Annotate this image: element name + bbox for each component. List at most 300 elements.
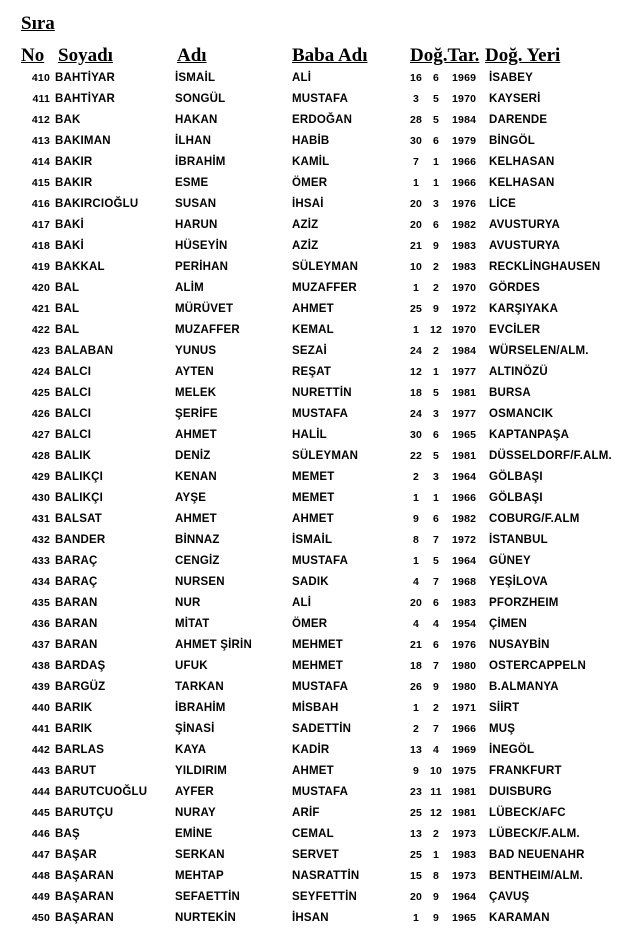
- record-surname: BAK: [55, 114, 81, 126]
- record-no: 417: [31, 219, 50, 231]
- record-surname: BARAN: [55, 618, 98, 630]
- record-no: 444: [31, 786, 50, 798]
- record-surname: BARAÇ: [55, 576, 98, 588]
- table-row: [0, 782, 630, 803]
- record-no: 433: [31, 555, 50, 567]
- table-row: [0, 425, 630, 446]
- record-birth-month: 3: [432, 198, 440, 210]
- record-first-name: SONGÜL: [175, 93, 226, 105]
- record-father-name: AHMET: [292, 513, 334, 525]
- record-father-name: NURETTİN: [292, 387, 352, 399]
- record-surname: BAKİ: [55, 240, 84, 252]
- table-row: [0, 467, 630, 488]
- record-surname: BALIKÇI: [55, 492, 104, 504]
- record-birth-place: ÇAVUŞ: [489, 891, 530, 903]
- record-birth-year: 1972: [452, 534, 477, 546]
- table-row: [0, 278, 630, 299]
- record-birth-place: RECKLİNGHAUSEN: [489, 261, 601, 273]
- record-first-name: SERKAN: [175, 849, 225, 861]
- table-row: [0, 761, 630, 782]
- table-row: [0, 677, 630, 698]
- record-no: 450: [31, 912, 50, 924]
- record-father-name: ARİF: [292, 807, 320, 819]
- table-row: [0, 908, 630, 929]
- record-father-name: KAMİL: [292, 156, 330, 168]
- record-birth-month: 1: [432, 849, 440, 861]
- record-first-name: HÜSEYİN: [175, 240, 228, 252]
- record-no: 434: [31, 576, 50, 588]
- record-birth-month: 2: [432, 702, 440, 714]
- record-birth-place: DUISBURG: [489, 786, 552, 798]
- record-birth-year: 1975: [452, 765, 477, 777]
- table-row: [0, 131, 630, 152]
- record-birth-place: KELHASAN: [489, 156, 555, 168]
- record-father-name: ALİ: [292, 597, 312, 609]
- record-surname: BAKIR: [55, 177, 93, 189]
- record-no: 415: [31, 177, 50, 189]
- table-row: [0, 404, 630, 425]
- record-birth-place: AVUSTURYA: [489, 219, 561, 231]
- record-no: 418: [31, 240, 50, 252]
- record-birth-month: 7: [432, 660, 440, 672]
- record-birth-year: 1981: [452, 387, 477, 399]
- record-father-name: REŞAT: [292, 366, 332, 378]
- record-first-name: AYTEN: [175, 366, 214, 378]
- record-father-name: MUSTAFA: [292, 408, 349, 420]
- record-first-name: PERİHAN: [175, 261, 229, 273]
- record-birth-year: 1973: [452, 870, 477, 882]
- record-birth-day: 18: [409, 660, 423, 672]
- record-no: 435: [31, 597, 50, 609]
- record-birth-month: 1: [432, 156, 440, 168]
- record-father-name: SÜLEYMAN: [292, 261, 359, 273]
- record-no: 431: [31, 513, 50, 525]
- record-first-name: KENAN: [175, 471, 217, 483]
- record-birth-month: 9: [432, 303, 440, 315]
- column-header-adi: Adı: [177, 45, 207, 66]
- record-birth-day: 4: [412, 618, 420, 630]
- record-no: 419: [31, 261, 50, 273]
- record-birth-year: 1977: [452, 408, 477, 420]
- record-surname: BALCI: [55, 408, 92, 420]
- record-no: 421: [31, 303, 50, 315]
- record-birth-year: 1971: [452, 702, 477, 714]
- record-father-name: MUSTAFA: [292, 93, 349, 105]
- record-birth-place: B.ALMANYA: [489, 681, 559, 693]
- record-birth-day: 1: [412, 282, 420, 294]
- record-surname: BAŞAR: [55, 849, 97, 861]
- record-father-name: KEMAL: [292, 324, 334, 336]
- record-birth-month: 4: [432, 744, 440, 756]
- record-birth-day: 21: [409, 639, 423, 651]
- record-first-name: UFUK: [175, 660, 208, 672]
- record-first-name: KAYA: [175, 744, 207, 756]
- record-no: 420: [31, 282, 50, 294]
- record-birth-place: GÜNEY: [489, 555, 531, 567]
- record-birth-month: 5: [432, 93, 440, 105]
- record-no: 422: [31, 324, 50, 336]
- record-first-name: EMİNE: [175, 828, 213, 840]
- record-no: 445: [31, 807, 50, 819]
- record-birth-day: 8: [412, 534, 420, 546]
- record-birth-year: 1973: [452, 828, 477, 840]
- record-first-name: YUNUS: [175, 345, 217, 357]
- record-first-name: MİTAT: [175, 618, 210, 630]
- record-no: 411: [32, 93, 50, 105]
- table-row: [0, 866, 630, 887]
- record-birth-place: NUSAYBİN: [489, 639, 550, 651]
- record-no: 414: [31, 156, 50, 168]
- table-row: [0, 152, 630, 173]
- record-birth-year: 1970: [452, 324, 477, 336]
- column-header-no: No: [21, 45, 45, 66]
- record-birth-year: 1966: [452, 723, 477, 735]
- record-no: 429: [31, 471, 50, 483]
- record-father-name: MEMET: [292, 492, 335, 504]
- record-birth-month: 6: [432, 72, 440, 84]
- table-row: [0, 635, 630, 656]
- record-birth-month: 6: [432, 429, 440, 441]
- table-row: [0, 299, 630, 320]
- record-no: 413: [31, 135, 50, 147]
- record-no: 430: [31, 492, 50, 504]
- table-row: [0, 383, 630, 404]
- record-no: 438: [31, 660, 50, 672]
- record-first-name: MUZAFFER: [175, 324, 240, 336]
- record-surname: BALCI: [55, 366, 92, 378]
- record-surname: BARLAS: [55, 744, 105, 756]
- column-header-dog-tar: Doğ.Tar.: [410, 45, 480, 66]
- record-birth-month: 1: [432, 492, 440, 504]
- record-birth-month: 5: [432, 450, 440, 462]
- record-father-name: MEHMET: [292, 639, 344, 651]
- record-birth-day: 4: [412, 576, 420, 588]
- record-birth-place: LÜBECK/F.ALM.: [489, 828, 580, 840]
- record-birth-month: 5: [432, 555, 440, 567]
- record-surname: BAŞARAN: [55, 891, 114, 903]
- record-birth-year: 1964: [452, 555, 477, 567]
- record-birth-day: 21: [409, 240, 423, 252]
- record-birth-place: KAPTANPAŞA: [489, 429, 570, 441]
- record-father-name: SEYFETTİN: [292, 891, 358, 903]
- record-birth-day: 1: [412, 492, 420, 504]
- record-no: 446: [31, 828, 50, 840]
- record-birth-month: 8: [432, 870, 440, 882]
- record-birth-day: 13: [409, 828, 423, 840]
- record-father-name: AHMET: [292, 765, 334, 777]
- record-surname: BARIK: [55, 723, 93, 735]
- record-birth-day: 20: [409, 597, 423, 609]
- record-first-name: AYFER: [175, 786, 214, 798]
- record-birth-day: 7: [412, 156, 420, 168]
- record-birth-place: İSTANBUL: [489, 534, 548, 546]
- record-birth-month: 2: [432, 282, 440, 294]
- record-birth-place: KAYSERİ: [489, 93, 541, 105]
- record-birth-year: 1966: [452, 492, 477, 504]
- record-birth-month: 6: [432, 513, 440, 525]
- record-birth-year: 1966: [452, 156, 477, 168]
- record-birth-day: 2: [412, 723, 420, 735]
- record-birth-place: İNEGÖL: [489, 744, 535, 756]
- record-no: 416: [31, 198, 50, 210]
- record-first-name: SEFAETTİN: [175, 891, 241, 903]
- record-father-name: MUZAFFER: [292, 282, 357, 294]
- record-birth-day: 1: [412, 177, 420, 189]
- record-no: 449: [31, 891, 50, 903]
- record-no: 447: [31, 849, 50, 861]
- record-birth-year: 1980: [452, 681, 477, 693]
- record-birth-place: GÖRDES: [489, 282, 541, 294]
- record-birth-month: 7: [432, 576, 440, 588]
- record-first-name: ŞİNASİ: [175, 723, 215, 735]
- record-father-name: MUSTAFA: [292, 786, 349, 798]
- record-no: 426: [31, 408, 50, 420]
- record-birth-year: 1972: [452, 303, 477, 315]
- record-surname: BARUTÇU: [55, 807, 114, 819]
- record-father-name: MİSBAH: [292, 702, 339, 714]
- record-birth-year: 1970: [452, 282, 477, 294]
- record-first-name: HARUN: [175, 219, 218, 231]
- record-no: 437: [31, 639, 50, 651]
- table-row: [0, 740, 630, 761]
- record-surname: BARAÇ: [55, 555, 98, 567]
- record-surname: BALIK: [55, 450, 92, 462]
- record-birth-day: 9: [412, 765, 420, 777]
- record-birth-month: 3: [432, 408, 440, 420]
- record-no: 442: [31, 744, 50, 756]
- record-birth-year: 1981: [452, 807, 477, 819]
- record-birth-place: KELHASAN: [489, 177, 555, 189]
- record-no: 436: [31, 618, 50, 630]
- record-birth-place: OSMANCIK: [489, 408, 554, 420]
- record-birth-day: 9: [412, 513, 420, 525]
- record-no: 425: [31, 387, 50, 399]
- table-row: [0, 845, 630, 866]
- record-birth-day: 30: [409, 429, 423, 441]
- record-birth-place: KARŞIYAKA: [489, 303, 559, 315]
- record-father-name: İSMAİL: [292, 534, 333, 546]
- record-first-name: MEHTAP: [175, 870, 224, 882]
- table-row: [0, 89, 630, 110]
- table-row: [0, 530, 630, 551]
- record-first-name: SUSAN: [175, 198, 217, 210]
- record-birth-day: 25: [409, 807, 423, 819]
- record-birth-day: 22: [409, 450, 423, 462]
- record-birth-year: 1970: [452, 93, 477, 105]
- record-birth-year: 1981: [452, 450, 477, 462]
- record-father-name: SADETTİN: [292, 723, 352, 735]
- record-surname: BALIKÇI: [55, 471, 104, 483]
- record-birth-month: 7: [432, 723, 440, 735]
- record-birth-year: 1983: [452, 849, 477, 861]
- table-row: [0, 698, 630, 719]
- record-birth-place: YEŞİLOVA: [489, 576, 548, 588]
- record-first-name: NURTEKİN: [175, 912, 237, 924]
- record-birth-day: 2: [412, 471, 420, 483]
- record-birth-year: 1964: [452, 471, 477, 483]
- record-first-name: AHMET: [175, 429, 217, 441]
- record-birth-place: MUŞ: [489, 723, 516, 735]
- record-birth-month: 12: [429, 324, 443, 336]
- record-surname: BAKİ: [55, 219, 84, 231]
- record-birth-month: 4: [432, 618, 440, 630]
- record-surname: BAL: [55, 324, 80, 336]
- record-birth-place: OSTERCAPPELN: [489, 660, 586, 672]
- record-birth-place: LİCE: [489, 198, 516, 210]
- record-surname: BARUTCUOĞLU: [55, 786, 148, 798]
- record-first-name: ŞERİFE: [175, 408, 218, 420]
- record-birth-month: 2: [432, 345, 440, 357]
- record-birth-day: 25: [409, 849, 423, 861]
- table-row: [0, 236, 630, 257]
- record-birth-place: KARAMAN: [489, 912, 550, 924]
- record-no: 448: [31, 870, 50, 882]
- column-header-sira: Sıra: [21, 13, 55, 34]
- record-father-name: İHSAİ: [292, 198, 324, 210]
- record-father-name: ÖMER: [292, 177, 328, 189]
- record-first-name: AYŞE: [175, 492, 207, 504]
- record-birth-month: 2: [432, 261, 440, 273]
- table-row: [0, 173, 630, 194]
- record-birth-month: 6: [432, 219, 440, 231]
- table-row: [0, 257, 630, 278]
- record-first-name: YILDIRIM: [175, 765, 228, 777]
- record-surname: BARIK: [55, 702, 93, 714]
- record-birth-year: 1976: [452, 198, 477, 210]
- record-birth-place: BENTHEIM/ALM.: [489, 870, 583, 882]
- record-birth-place: DARENDE: [489, 114, 548, 126]
- record-birth-day: 13: [409, 744, 423, 756]
- table-row: [0, 194, 630, 215]
- table-row: [0, 320, 630, 341]
- record-father-name: HABİB: [292, 135, 330, 147]
- record-surname: BAKIR: [55, 156, 93, 168]
- record-list: [0, 68, 630, 929]
- column-header-baba-adi: Baba Adı: [292, 45, 368, 66]
- record-birth-year: 1983: [452, 261, 477, 273]
- record-birth-month: 1: [432, 177, 440, 189]
- record-birth-day: 26: [409, 681, 423, 693]
- record-birth-place: COBURG/F.ALM: [489, 513, 580, 525]
- record-no: 432: [31, 534, 50, 546]
- record-surname: BAHTİYAR: [55, 93, 115, 105]
- record-birth-place: ÇİMEN: [489, 618, 528, 630]
- record-birth-day: 24: [409, 345, 423, 357]
- record-birth-day: 20: [409, 891, 423, 903]
- record-first-name: AHMET: [175, 513, 217, 525]
- record-birth-place: GÖLBAŞI: [489, 492, 543, 504]
- record-first-name: MELEK: [175, 387, 217, 399]
- record-birth-place: BİNGÖL: [489, 135, 535, 147]
- record-no: 427: [31, 429, 50, 441]
- record-birth-year: 1969: [452, 744, 477, 756]
- record-father-name: MUSTAFA: [292, 681, 349, 693]
- table-row: [0, 803, 630, 824]
- record-birth-year: 1982: [452, 219, 477, 231]
- record-birth-place: FRANKFURT: [489, 765, 562, 777]
- record-birth-year: 1976: [452, 639, 477, 651]
- record-birth-year: 1983: [452, 597, 477, 609]
- record-birth-day: 30: [409, 135, 423, 147]
- record-birth-place: İSABEY: [489, 72, 534, 84]
- record-birth-day: 10: [409, 261, 423, 273]
- record-surname: BANDER: [55, 534, 106, 546]
- record-first-name: MÜRÜVET: [175, 303, 234, 315]
- column-header-soyadi: Soyadı: [58, 45, 113, 66]
- record-birth-month: 10: [429, 765, 443, 777]
- table-row: [0, 110, 630, 131]
- record-birth-place: BAD NEUENAHR: [489, 849, 585, 861]
- record-birth-year: 1984: [452, 345, 477, 357]
- record-no: 443: [31, 765, 50, 777]
- record-surname: BARUT: [55, 765, 97, 777]
- record-birth-year: 1979: [452, 135, 477, 147]
- record-birth-day: 18: [409, 387, 423, 399]
- record-no: 428: [31, 450, 50, 462]
- record-birth-month: 9: [432, 681, 440, 693]
- record-birth-month: 6: [432, 597, 440, 609]
- record-birth-month: 9: [432, 240, 440, 252]
- record-birth-month: 9: [432, 891, 440, 903]
- record-father-name: İHSAN: [292, 912, 329, 924]
- record-surname: BARAN: [55, 639, 98, 651]
- record-birth-place: AVUSTURYA: [489, 240, 561, 252]
- record-birth-day: 15: [409, 870, 423, 882]
- record-birth-day: 28: [409, 114, 423, 126]
- record-birth-place: SİİRT: [489, 702, 520, 714]
- record-father-name: SADIK: [292, 576, 329, 588]
- record-birth-day: 1: [412, 555, 420, 567]
- record-surname: BAKIMAN: [55, 135, 111, 147]
- record-surname: BAKIRCIOĞLU: [55, 198, 139, 210]
- table-row: [0, 215, 630, 236]
- record-birth-day: 1: [412, 324, 420, 336]
- record-birth-day: 24: [409, 408, 423, 420]
- record-father-name: MEHMET: [292, 660, 344, 672]
- table-row: [0, 593, 630, 614]
- record-father-name: MUSTAFA: [292, 555, 349, 567]
- table-row: [0, 656, 630, 677]
- record-birth-year: 1954: [452, 618, 477, 630]
- record-birth-place: GÖLBAŞI: [489, 471, 543, 483]
- record-birth-year: 1968: [452, 576, 477, 588]
- record-surname: BARGÜZ: [55, 681, 106, 693]
- record-surname: BAŞARAN: [55, 912, 114, 924]
- record-birth-year: 1984: [452, 114, 477, 126]
- record-surname: BAHTİYAR: [55, 72, 115, 84]
- record-no: 412: [31, 114, 50, 126]
- record-birth-month: 6: [432, 135, 440, 147]
- record-birth-place: BURSA: [489, 387, 531, 399]
- record-birth-place: EVCİLER: [489, 324, 541, 336]
- column-header-dog-yeri: Doğ. Yeri: [485, 45, 561, 66]
- record-birth-year: 1980: [452, 660, 477, 672]
- record-father-name: AHMET: [292, 303, 334, 315]
- table-row: [0, 824, 630, 845]
- record-birth-year: 1981: [452, 786, 477, 798]
- record-father-name: HALİL: [292, 429, 327, 441]
- table-row: [0, 341, 630, 362]
- record-father-name: SERVET: [292, 849, 340, 861]
- record-birth-day: 12: [409, 366, 423, 378]
- record-birth-day: 23: [409, 786, 423, 798]
- record-birth-place: PFORZHEIM: [489, 597, 559, 609]
- record-surname: BAŞ: [55, 828, 80, 840]
- record-birth-place: LÜBECK/AFC: [489, 807, 566, 819]
- record-surname: BALSAT: [55, 513, 102, 525]
- record-birth-month: 12: [429, 807, 443, 819]
- record-birth-month: 5: [432, 114, 440, 126]
